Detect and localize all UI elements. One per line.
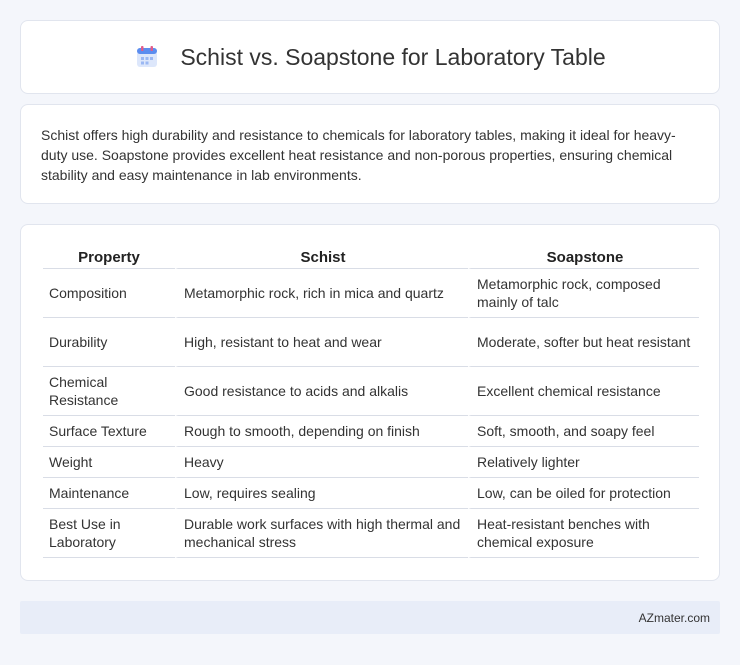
row-soapstone: Heat-resistant benches with chemical exposure: [468, 509, 699, 558]
row-soapstone: Low, can be oiled for protection: [468, 478, 699, 509]
comparison-table: [43, 247, 699, 558]
row-property: Weight: [43, 447, 175, 478]
calendar-icon: [134, 44, 160, 70]
table-row: [43, 478, 699, 509]
row-property: Durability: [43, 318, 175, 367]
row-schist: Low, requires sealing: [175, 478, 468, 509]
title-card: [20, 20, 720, 94]
row-soapstone: Moderate, softer but heat resistant: [468, 318, 699, 367]
row-property: Composition: [43, 269, 175, 318]
table-row: [43, 318, 699, 367]
row-schist: Good resistance to acids and alkalis: [175, 367, 468, 416]
row-schist: Rough to smooth, depending on finish: [175, 416, 468, 447]
row-property: Surface Texture: [43, 416, 175, 447]
row-soapstone: Metamorphic rock, composed mainly of talc: [468, 269, 699, 318]
summary-text: Schist offers high durability and resistance to chemicals for laboratory tables, making it ideal for heavy-duty use. Soapstone provides excellent heat resistance and non-porous properties, ensuring chemical stability and easy maintenance in lab environments.: [41, 127, 676, 183]
row-property: Maintenance: [43, 478, 175, 509]
footer-brand: AZmater.com: [638, 610, 710, 625]
summary-card: [20, 104, 720, 204]
row-property: Chemical Resistance: [43, 367, 175, 416]
row-schist: High, resistant to heat and wear: [175, 318, 468, 367]
footer: [20, 601, 720, 634]
table-row: [43, 447, 699, 478]
header-soapstone: Soapstone: [468, 247, 699, 269]
row-schist: Metamorphic rock, rich in mica and quartz: [175, 269, 468, 318]
table-row: [43, 269, 699, 318]
row-schist: Heavy: [175, 447, 468, 478]
table-row: [43, 509, 699, 558]
row-schist: Durable work surfaces with high thermal and mechanical stress: [175, 509, 468, 558]
table-row: [43, 416, 699, 447]
row-property: Best Use in Laboratory: [43, 509, 175, 558]
header-property: Property: [43, 247, 175, 269]
row-soapstone: Excellent chemical resistance: [468, 367, 699, 416]
row-soapstone: Soft, smooth, and soapy feel: [468, 416, 699, 447]
table-row: [43, 367, 699, 416]
header-schist: Schist: [175, 247, 468, 269]
page-title: Schist vs. Soapstone for Laboratory Table: [180, 43, 606, 70]
row-soapstone: Relatively lighter: [468, 447, 699, 478]
comparison-table-card: [20, 224, 720, 581]
table-header-row: [43, 247, 699, 269]
